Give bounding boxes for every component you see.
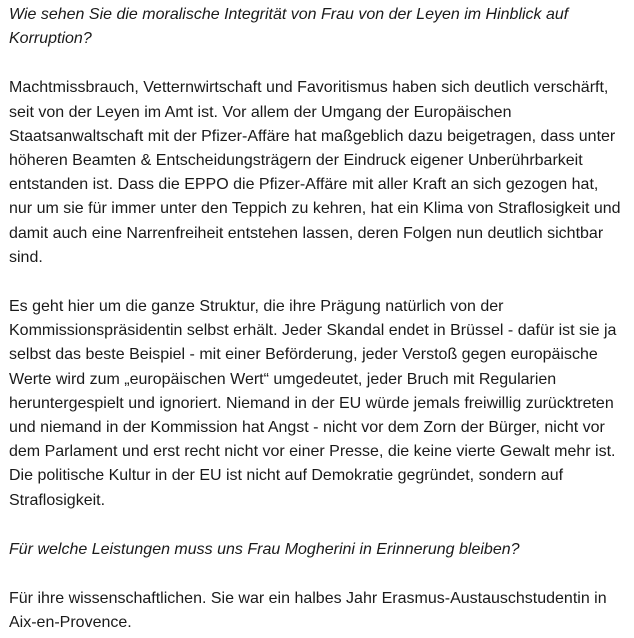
interview-answer-1-paragraph-1: Machtmissbrauch, Vetternwirtschaft und Favoritismus haben sich deutlich verschärft, seit von der Leyen im Amt ist. Vor allem der Umgang der Europäischen Staatsanwaltschaft mit der Pfizer-Affäre hat maßgeblich dazu beigetragen, dass unter höheren Beamten & Entscheidungsträgern der Eindruck eigener Unberührbarkeit entstanden ist. Dass die EPPO die Pfizer-Affäre mit aller Kraft an sich gezogen hat, nur um sie für immer unter den Teppich zu kehren, hat ein Klima von Straflosigkeit und damit auch eine Narrenfreiheit entstehen lassen, deren Folgen nun deutlich sichtbar sind. — [9, 79, 621, 266]
interview-question-2: Für welche Leistungen muss uns Frau Mogherini in Erinnerung bleiben? — [9, 540, 520, 558]
interview-answer-2: Für ihre wissenschaftlichen. Sie war ein halbes Jahr Erasmus-Austauschstudentin in Aix-en-Provence. — [9, 590, 607, 632]
interview-answer-1-paragraph-2: Es geht hier um die ganze Struktur, die ihre Prägung natürlich von der Kommissionspräsidentin selbst erhält. Jeder Skandal endet in Brüssel - dafür ist sie ja selbst das beste Beispiel - mit einer Beförderung, jeder Verstoß gegen europäische Werte wird zum „europäischen Wert“ umgedeutet, jeder Bruch mit Regularien heruntergespielt und ignoriert. Niemand in der EU würde jemals freiwillig zurücktreten und niemand in der Kommission hat Angst - nicht vor dem Zorn der Bürger, nicht vor dem Parlament und erst recht nicht vor einer Presse, die keine vierte Gewalt mehr ist. Die politische Kultur in der EU ist nicht auf Demokratie gegründet, sondern auf Straflosigkeit. — [9, 298, 617, 509]
interview-question-1: Wie sehen Sie die moralische Integrität von Frau von der Leyen im Hinblick auf Korruption? — [9, 6, 569, 48]
